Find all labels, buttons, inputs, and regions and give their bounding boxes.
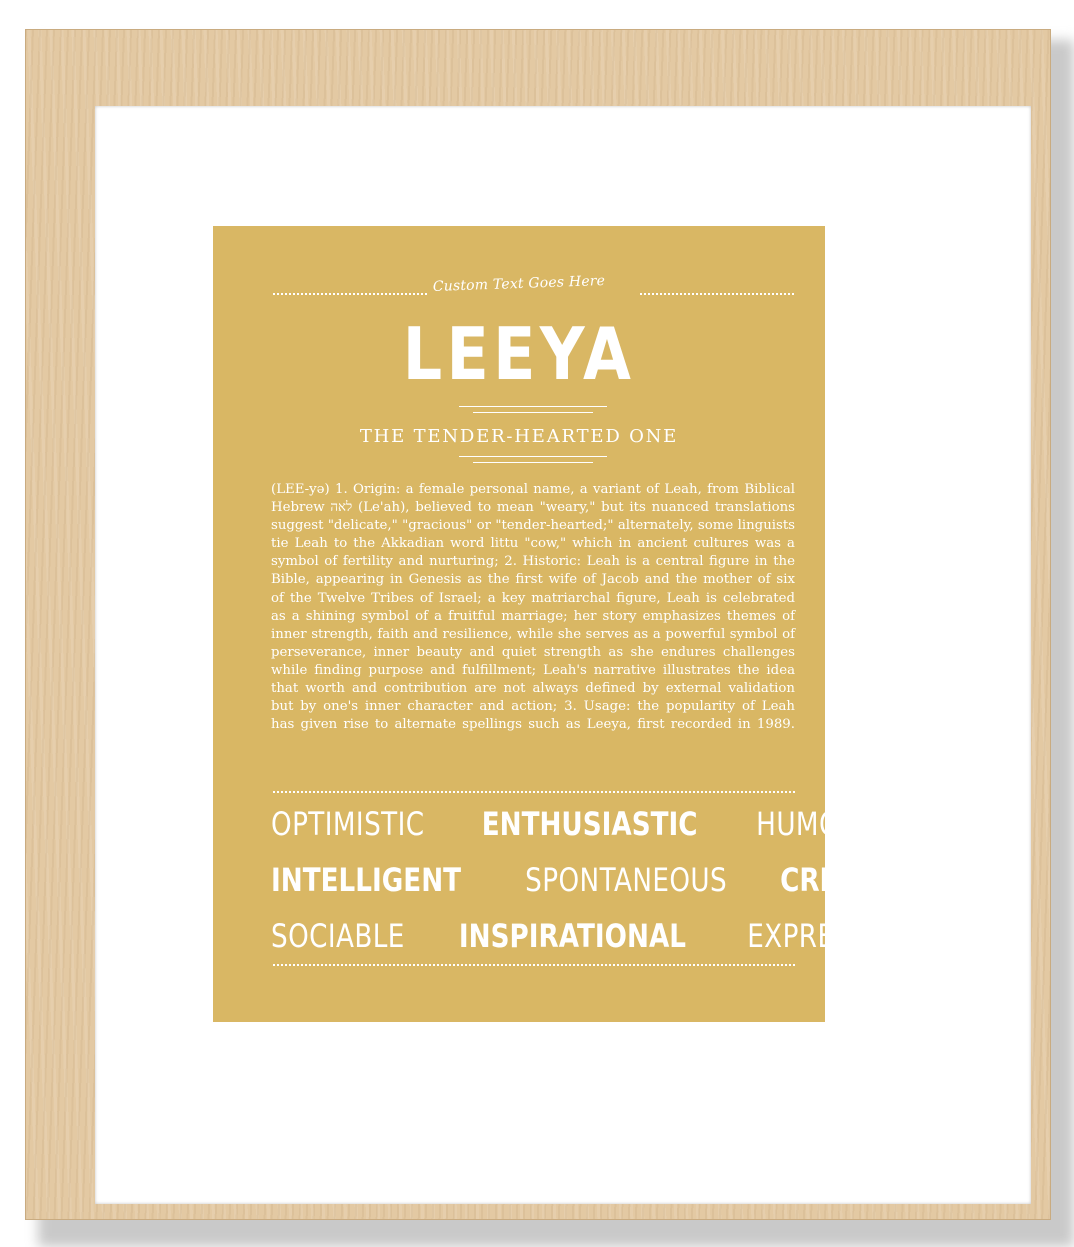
definition-line: suggest "delicate," "gracious" or "tender-hearted;" alternately, some linguists — [271, 518, 795, 534]
trait-word: CREATIVE — [780, 861, 922, 899]
traits-top-dotted-rule — [273, 791, 795, 793]
definition-line: but by one's inner character and action; 3. Usage: the popularity of Leah — [271, 699, 795, 715]
name-underline-rule-1 — [459, 406, 607, 407]
trait-word: ENTHUSIASTIC — [481, 805, 698, 843]
top-right-dotted-rule — [640, 293, 794, 295]
definition-line: has given rise to alternate spellings such as Leeya, first recorded in 1989. — [271, 717, 795, 733]
custom-text: Custom Text Goes Here — [432, 272, 606, 296]
traits-bottom-dotted-rule — [273, 964, 795, 966]
definition-line: Bible, appearing in Genesis as the first wife of Jacob and the mother of six — [271, 572, 795, 588]
definition-line: while finding purpose and fulfillment; Leah's narrative illustrates the idea — [271, 662, 795, 678]
name-print — [213, 226, 922, 1022]
subtitle-underline-rule-1 — [459, 456, 607, 457]
subtitle-underline-rule-2 — [473, 462, 593, 463]
trait-word: SOCIABLE — [271, 917, 405, 955]
definition-line: inner strength, faith and resilience, while she serves as a powerful symbol of — [271, 626, 795, 642]
definition-line: symbol of fertility and nurturing; 2. Historic: Leah is a central figure in the — [271, 554, 795, 570]
definition-line: Hebrew לאה (Le'ah), believed to mean "weary," but its nuanced translations — [271, 500, 796, 516]
traits-row-1 — [271, 804, 917, 844]
trait-word: INTELLIGENT — [271, 861, 462, 899]
trait-word: HUMOROUS — [756, 805, 917, 843]
name-meaning: THE TENDER-HEARTED ONE — [359, 426, 679, 447]
definition-line: that worth and contribution are not always defined by external validation — [271, 681, 795, 697]
trait-word: OPTIMISTIC — [271, 805, 425, 843]
name-underline-rule-2 — [473, 412, 593, 413]
trait-word: EXPRESSIVE — [747, 917, 913, 955]
trait-word: INSPIRATIONAL — [459, 917, 687, 955]
traits-row-2 — [271, 860, 922, 900]
definition-line: as a shining symbol of a fruitful marriage; her story emphasizes themes of — [271, 608, 795, 624]
name-definition — [271, 481, 795, 734]
definition-line: of the Twelve Tribes of Israel; a key matriarchal figure, Leah is celebrated — [271, 590, 795, 606]
traits-row-3 — [271, 916, 913, 956]
trait-word: SPONTANEOUS — [524, 861, 727, 899]
definition-line: perseverance, inner beauty and quiet strength as she endures challenges — [271, 644, 795, 660]
definition-line: tie Leah to the Akkadian word littu "cow," which in ancient cultures was a — [271, 536, 795, 552]
name-title: LEEYA — [402, 312, 636, 396]
definition-line: (LEE-yə) 1. Origin: a female personal name, a variant of Leah, from Biblical — [271, 482, 795, 497]
